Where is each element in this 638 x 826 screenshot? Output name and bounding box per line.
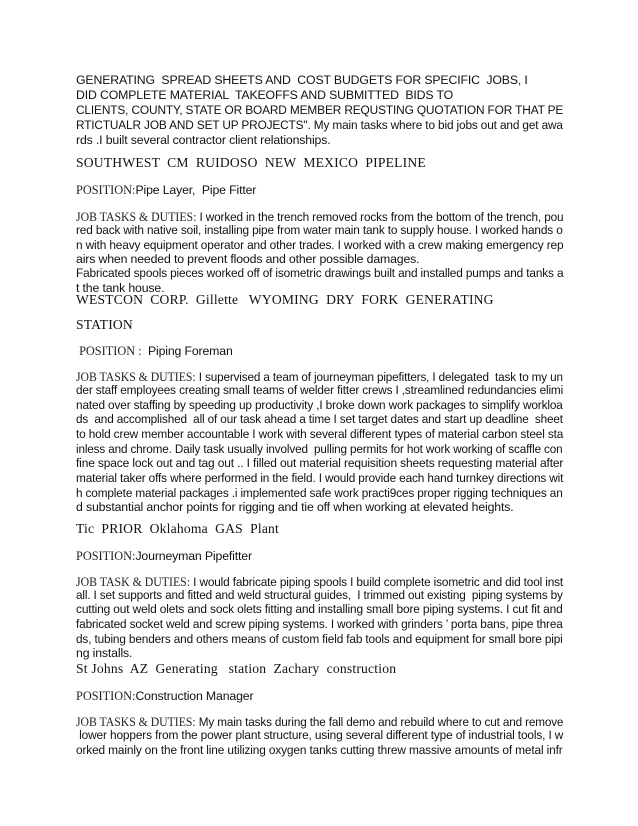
position-row [76, 181, 256, 199]
position-row [76, 687, 253, 705]
duties-label: JOB TASKS & DUTIES: [76, 715, 196, 729]
position-value: Piping Foreman [144, 344, 233, 358]
duties-line: fabricated socket weld and screw piping systems. I worked with grinders ’ porta bans, pipe threa [76, 617, 563, 631]
position-label: POSITION: [76, 689, 136, 703]
position-value: Journeyman Pipefitter [135, 549, 252, 563]
duties-text: I would fabricate piping spools I build complete isometric and did tool inst [190, 575, 564, 589]
job-heading: STATION [76, 317, 133, 332]
position-label: POSITION: [76, 183, 136, 197]
intro-line: DID COMPLETE MATERIAL TAKEOFFS AND SUBMITTED BIDS TO [76, 88, 454, 102]
job-heading: WESTCON CORP. Gillette WYOMING DRY FORK GENERATING [76, 292, 494, 307]
duties-line: Fabricated spools pieces worked off of isometric drawings built and installed pumps and tanks a [76, 266, 564, 280]
duties-line: lower hoppers from the power plant structure, using several different type of industrial tools, I w [76, 728, 564, 742]
duties-line: red back with native soil, installing pipe from water main tank to supply house. I worked hands o [76, 223, 563, 237]
duties-line: nated over staffing by speeding up productivity ,I broke down work packages to simplify workloa [76, 398, 563, 412]
position-value: Pipe Layer, Pipe Fitter [135, 183, 257, 197]
job-heading: Tic PRIOR Oklahoma GAS Plant [76, 521, 280, 536]
duties-line: ds, tubing benders and others means of custom field fab tools and equipment for small bore pipi [76, 632, 563, 646]
duties-line: der staff employees creating small teams of welder fitter crews I ,streamlined redundancies elimi [76, 383, 564, 397]
duties-line: inless and chrome. Daily task usually involved pulling permits for hot work working of scaffle con [76, 442, 563, 456]
position-value: Construction Manager [135, 689, 254, 703]
duties-line: t the tank house. [76, 281, 165, 295]
duties-line: airs when needed to prevent floods and other possible damages. [76, 252, 420, 266]
position-row [76, 547, 252, 565]
intro-line: GENERATING SPREAD SHEETS AND COST BUDGETS FOR SPECIFIC JOBS, I [76, 73, 528, 87]
duties-text: My main tasks during the fall demo and rebuild where to cut and remove [195, 715, 564, 729]
duties-line: cutting out weld olets and sock olets fitting and installing small bore piping systems. I cut fit and [76, 602, 563, 616]
duties-line: orked mainly on the front line utilizing oxygen tanks cutting threw massive amounts of metal infr [76, 743, 563, 757]
duties-line: ng installs. [76, 646, 133, 660]
duties-label: JOB TASK & DUTIES: [76, 575, 191, 589]
position-label: POSITION: [76, 549, 136, 563]
duties-line: all. I set supports and fitted and weld structural guides, I trimmed out existing piping systems by [76, 588, 563, 602]
intro-line: CLIENTS, COUNTY, STATE OR BOARD MEMBER REQUSTING QUOTATION FOR THAT PE [76, 103, 564, 117]
duties-text: I worked in the trench removed rocks from the bottom of the trench, pou [196, 210, 564, 224]
job-heading: SOUTHWEST CM RUIDOSO NEW MEXICO PIPELINE [76, 155, 426, 170]
duties-line: n with heavy equipment operator and other trades. I worked with a crew making emergency rep [76, 238, 564, 252]
duties-line: fine space lock out and tag out .. I filled out material requisition sheets requesting material after [76, 456, 564, 470]
intro-line: rds .I built several contractor client relationships. [76, 133, 331, 147]
duties-label: JOB TASKS & DUTIES: [76, 210, 197, 224]
duties-line: ds and accomplished all of our task ahead a time I set target dates and start up deadline sheet [76, 412, 563, 426]
position-row [76, 342, 233, 360]
duties-line: d substantial anchor points for rigging and tie off when working at elevated heights. [76, 500, 514, 514]
duties-line: material taker offs where performed in the field. I would provide each hand turnkey directions wit [76, 471, 564, 485]
position-label: POSITION : [76, 344, 145, 358]
duties-label: JOB TASKS & DUTIES: [76, 370, 196, 384]
job-heading: St Johns AZ Generating station Zachary construction [76, 661, 397, 676]
intro-line: RTICTUALR JOB AND SET UP PROJECTS". My main tasks where to bid jobs out and get awa [76, 118, 563, 132]
duties-text: I supervised a team of journeyman pipefitters, I delegated task to my un [195, 370, 563, 384]
duties-line: h complete material packages .i implemented safe work practi9ces proper rigging techniques an [76, 486, 563, 500]
duties-line: to hold crew member accountable I work with several different types of material carbon steel sta [76, 427, 564, 441]
